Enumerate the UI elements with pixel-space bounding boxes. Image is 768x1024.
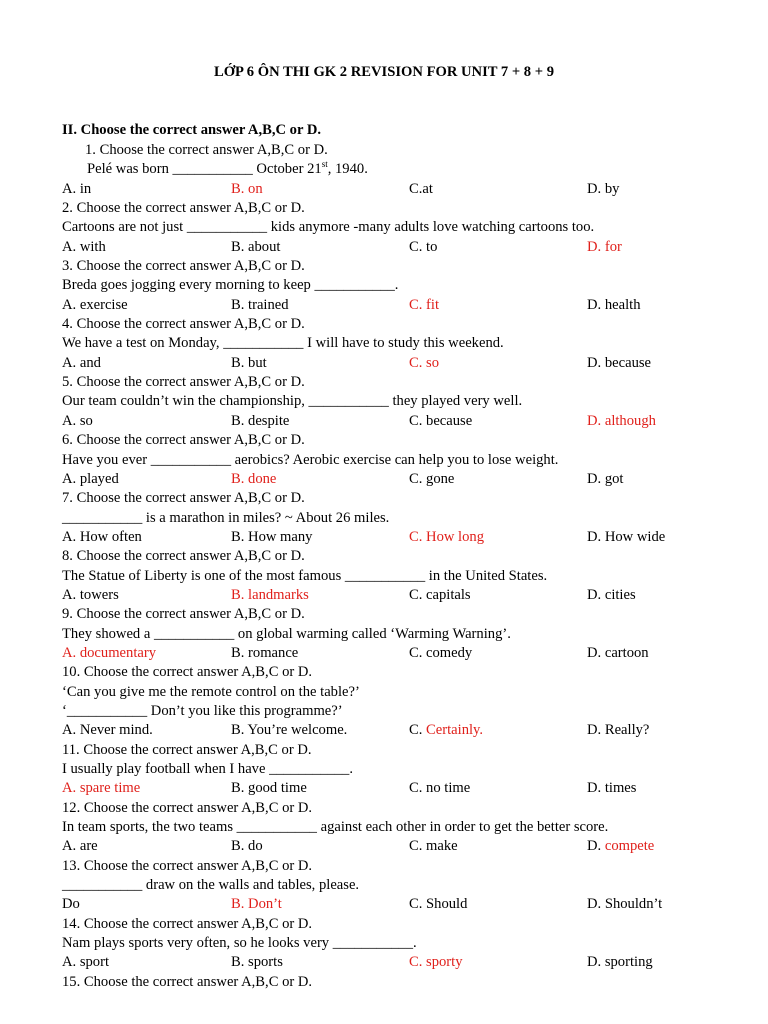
q10-option-c <box>409 721 483 740</box>
question-6-prompt: 6. Choose the correct answer A,B,C or D. <box>62 432 305 449</box>
q14-option-b: B. sports <box>231 954 283 971</box>
question-7-prompt: 7. Choose the correct answer A,B,C or D. <box>62 490 305 507</box>
q1-option-c: C.at <box>409 180 433 197</box>
q1-option-a: A. in <box>62 180 92 197</box>
question-3-options <box>0 296 768 315</box>
q14-option-a: A. sport <box>62 954 110 971</box>
question-1-options <box>0 180 768 199</box>
question-5-prompt: 5. Choose the correct answer A,B,C or D. <box>62 374 305 391</box>
q4-option-a: A. and <box>62 354 101 371</box>
question-7-stem: ___________ is a marathon in miles? ~ About 26 miles. <box>62 509 390 526</box>
question-10-stem-line-2: ‘___________ Don’t you like this programme?’ <box>62 702 343 719</box>
question-7-options <box>0 528 768 547</box>
q13-option-b-correct: B. Don’t <box>231 896 282 913</box>
q13-option-d: D. Shouldn’t <box>587 896 663 913</box>
q10-option-d: D. Really? <box>587 722 650 739</box>
q4-option-c-correct: C. so <box>409 354 440 371</box>
question-1-prompt: 1. Choose the correct answer A,B,C or D. <box>85 142 328 158</box>
question-2-prompt: 2. Choose the correct answer A,B,C or D. <box>62 200 305 217</box>
q5-option-d-correct: D. although <box>587 412 656 429</box>
q9-option-d: D. cartoon <box>587 644 649 661</box>
question-11-stem: I usually play football when I have ___________. <box>62 761 354 777</box>
question-4-stem: We have a test on Monday, ___________ I will have to study this weekend. <box>62 335 504 352</box>
q7-option-c-correct: C. How long <box>409 528 484 545</box>
question-12-stem: In team sports, the two teams ___________ against each other in order to get the better score. <box>62 819 609 836</box>
q12-option-d-letter: D. <box>587 838 605 855</box>
question-9-stem: They showed a ___________ on global warming called ‘Warming Warning’. <box>62 625 511 642</box>
question-10-stem-line-1: ‘Can you give me the remote control on the table?’ <box>62 683 360 700</box>
q11-option-c: C. no time <box>409 780 471 797</box>
q12-option-d-correct-text: compete <box>604 838 655 855</box>
q11-option-a-correct: A. spare time <box>62 780 141 797</box>
q8-option-b-correct: B. landmarks <box>231 586 309 603</box>
q1-option-d: D. by <box>587 180 620 197</box>
question-13-prompt: 13. Choose the correct answer A,B,C or D. <box>62 857 313 874</box>
question-13-options <box>0 895 768 914</box>
q14-option-c-correct: C. sporty <box>409 954 463 971</box>
q10-option-c-letter: C. <box>409 722 427 739</box>
q1-option-b-correct: B. on <box>231 180 263 197</box>
q11-option-d: D. times <box>587 780 637 797</box>
q3-option-a: A. exercise <box>62 296 128 313</box>
question-2-options <box>0 238 768 257</box>
q6-option-d: D. got <box>587 470 624 487</box>
q12-option-d <box>587 837 654 856</box>
q8-option-c: C. capitals <box>409 586 471 603</box>
question-2-stem: Cartoons are not just ___________ kids anymore -many adults love watching cartoons too. <box>62 219 595 236</box>
q5-option-c: C. because <box>409 412 473 429</box>
question-13-stem: ___________ draw on the walls and tables, please. <box>62 877 360 894</box>
q2-option-a: A. with <box>62 238 106 255</box>
q3-option-c-correct: C. fit <box>409 296 439 313</box>
q12-option-c: C. make <box>409 838 458 855</box>
q3-option-b: B. trained <box>231 296 289 313</box>
q2-option-c: C. to <box>409 238 438 255</box>
q9-option-b: B. romance <box>231 644 299 661</box>
q10-option-a: A. Never mind. <box>62 722 153 739</box>
q14-option-d: D. sporting <box>587 954 653 971</box>
question-14-stem: Nam plays sports very often, so he looks very ___________. <box>62 935 417 952</box>
q8-option-d: D. cities <box>587 586 636 603</box>
q7-option-a: A. How often <box>62 528 142 545</box>
q7-option-d: D. How wide <box>587 528 666 545</box>
q12-option-a: A. are <box>62 838 98 855</box>
q4-option-d: D. because <box>587 354 652 371</box>
question-list <box>0 141 768 992</box>
question-1-stem-text: Pelé was born ___________ October 21 <box>87 161 322 178</box>
question-11-options <box>0 779 768 798</box>
q13-option-c: C. Should <box>409 896 468 913</box>
q9-option-a-correct: A. documentary <box>62 644 157 661</box>
question-1-stem-end: , 1940. <box>327 161 368 178</box>
question-10-prompt: 10. Choose the correct answer A,B,C or D. <box>62 664 313 681</box>
question-10-options <box>0 721 768 740</box>
q2-option-b: B. about <box>231 238 281 255</box>
q6-option-c: C. gone <box>409 470 455 487</box>
question-8-options <box>0 586 768 605</box>
q6-option-a: A. played <box>62 470 119 487</box>
question-4-options <box>0 354 768 373</box>
question-6-options <box>0 470 768 489</box>
q6-option-b-correct: B. done <box>231 470 277 487</box>
question-14-prompt: 14. Choose the correct answer A,B,C or D. <box>62 915 313 932</box>
question-3-prompt: 3. Choose the correct answer A,B,C or D. <box>62 258 305 275</box>
question-9-prompt: 9. Choose the correct answer A,B,C or D. <box>62 606 305 623</box>
q3-option-d: D. health <box>587 296 641 313</box>
q5-option-a: A. so <box>62 412 93 429</box>
question-8-prompt: 8. Choose the correct answer A,B,C or D. <box>62 548 305 565</box>
q5-option-b: B. despite <box>231 412 290 429</box>
q9-option-c: C. comedy <box>409 644 473 661</box>
question-8-stem: The Statue of Liberty is one of the most famous ___________ in the United States. <box>62 567 548 584</box>
question-1-stem-superscript: st <box>321 159 328 170</box>
question-6-stem: Have you ever ___________ aerobics? Aerobic exercise can help you to lose weight. <box>62 451 559 468</box>
q10-option-c-correct-text: Certainly. <box>426 722 484 739</box>
question-9-options <box>0 644 768 663</box>
q7-option-b: B. How many <box>231 528 313 545</box>
question-3-stem: Breda goes jogging every morning to keep ___________. <box>62 277 399 294</box>
question-1-stem <box>0 160 768 179</box>
question-14-options <box>0 953 768 972</box>
question-5-options <box>0 412 768 431</box>
q11-option-b: B. good time <box>231 780 307 797</box>
q4-option-b: B. but <box>231 354 267 371</box>
section-heading: II. Choose the correct answer A,B,C or D. <box>62 122 322 138</box>
page-title: LỚP 6 ÔN THI GK 2 REVISION FOR UNIT 7 + 8 + 9 <box>213 64 555 80</box>
question-15-prompt: 15. Choose the correct answer A,B,C or D. <box>62 973 313 990</box>
question-12-options <box>0 837 768 856</box>
q12-option-b: B. do <box>231 838 263 855</box>
question-12-prompt: 12. Choose the correct answer A,B,C or D. <box>62 799 313 816</box>
q13-option-a: Do <box>62 896 80 913</box>
q8-option-a: A. towers <box>62 586 119 603</box>
q2-option-d-correct: D. for <box>587 238 622 255</box>
question-11-prompt: 11. Choose the correct answer A,B,C or D. <box>62 741 312 758</box>
q10-option-b: B. You’re welcome. <box>231 722 348 739</box>
question-4-prompt: 4. Choose the correct answer A,B,C or D. <box>62 316 305 333</box>
question-5-stem: Our team couldn’t win the championship, ___________ they played very well. <box>62 393 523 410</box>
